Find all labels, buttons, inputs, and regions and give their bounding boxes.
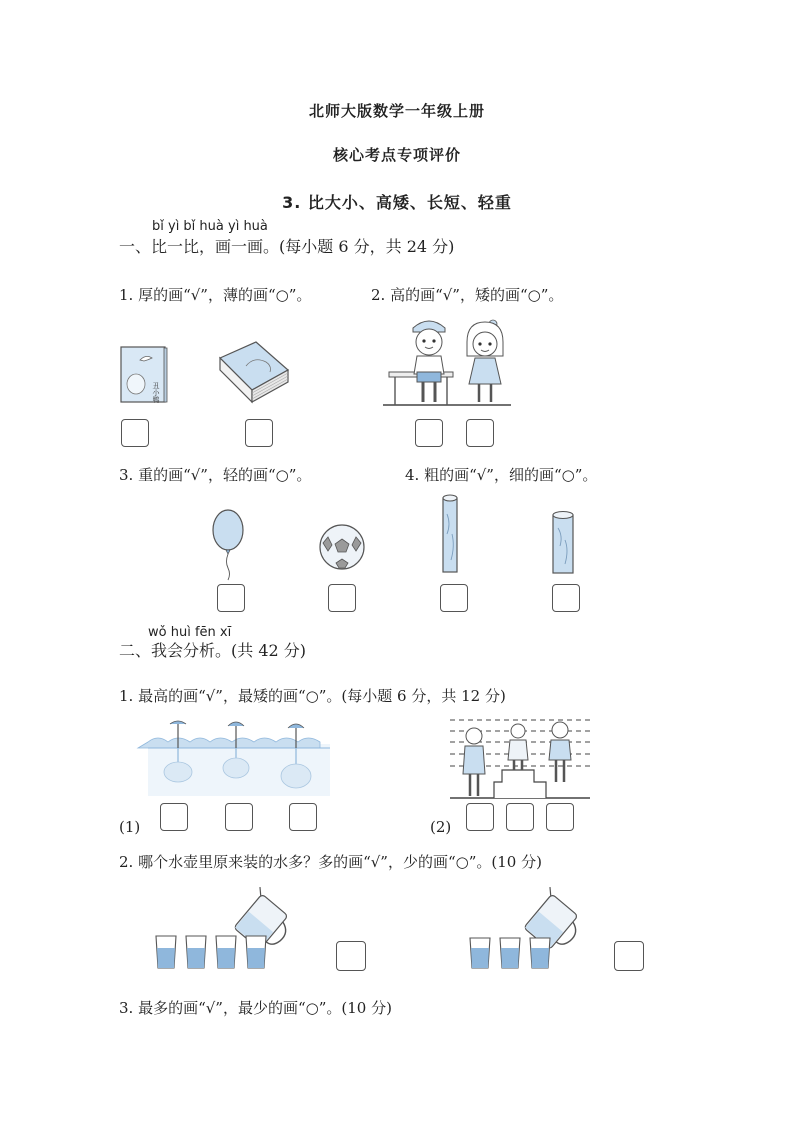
s1-question-1: 1. 厚的画“√”，薄的画“○”。 (119, 286, 312, 304)
answer-box-balloon[interactable] (217, 584, 245, 612)
book-cover-title: 丑小鸭 (152, 382, 160, 403)
answer-box-jug-1[interactable] (336, 941, 366, 971)
answer-box-person-2[interactable] (506, 803, 534, 831)
answer-box-thick-log[interactable] (552, 584, 580, 612)
book-title: 北师大版数学一年级上册 (308, 102, 485, 120)
people-on-steps-image (450, 716, 590, 800)
answer-box-girl[interactable] (466, 419, 494, 447)
answer-box-tree-3[interactable] (289, 803, 317, 831)
jug-four-cups-image (152, 884, 328, 974)
section2-title: 我会分析。(共 42 分) (151, 641, 307, 660)
answer-box-tree-1[interactable] (160, 803, 188, 831)
s2-q1-label-1: (1) (119, 818, 141, 836)
answer-box-boy[interactable] (415, 419, 443, 447)
thin-log-image (440, 494, 462, 576)
boy-girl-image (383, 316, 513, 408)
s2-question-2: 2. 哪个水壶里原来装的水多？多的画“√”，少的画“○”。(10 分) (119, 853, 542, 871)
section2-pinyin: wǒ huì fēn xī (148, 625, 232, 640)
lesson-title: 3. 比大小、高矮、长短、轻重 (282, 193, 512, 212)
s2-question-3: 3. 最多的画“√”，最少的画“○”。(10 分) (119, 999, 392, 1017)
unit-title: 核心考点专项评价 (332, 146, 461, 164)
answer-box-thin-log[interactable] (440, 584, 468, 612)
s2-question-1: 1. 最高的画“√”，最矮的画“○”。(每小题 6 分，共 12 分) (119, 687, 506, 705)
section1-pinyin: bǐ yì bǐ huà yì huà (152, 219, 268, 234)
s1-question-4: 4. 粗的画“√”，细的画“○”。 (405, 466, 598, 484)
section1-title: 比一比，画一画。(每小题 6 分，共 24 分) (151, 237, 455, 256)
s1-question-2: 2. 高的画“√”，矮的画“○”。 (371, 286, 564, 304)
answer-box-thin-book[interactable] (121, 419, 149, 447)
s1-question-3: 3. 重的画“√”，轻的画“○”。 (119, 466, 312, 484)
section2-heading (119, 638, 306, 661)
answer-box-person-3[interactable] (546, 803, 574, 831)
section1-prefix: 一、 (119, 237, 152, 256)
answer-box-person-1[interactable] (466, 803, 494, 831)
soccer-ball-image (318, 523, 366, 571)
thin-book-image (120, 346, 168, 404)
trees-reflection-image (148, 720, 330, 796)
balloon-image (210, 508, 246, 580)
jug-three-cups-image (466, 884, 616, 974)
answer-box-ball[interactable] (328, 584, 356, 612)
answer-box-jug-2[interactable] (614, 941, 644, 971)
thick-book-image (216, 340, 292, 404)
section2-prefix: 二、 (119, 641, 152, 660)
answer-box-tree-2[interactable] (225, 803, 253, 831)
s2-q1-label-2: (2) (430, 818, 452, 836)
answer-box-thick-book[interactable] (245, 419, 273, 447)
section1-heading (119, 234, 454, 257)
thick-log-image (550, 510, 578, 576)
